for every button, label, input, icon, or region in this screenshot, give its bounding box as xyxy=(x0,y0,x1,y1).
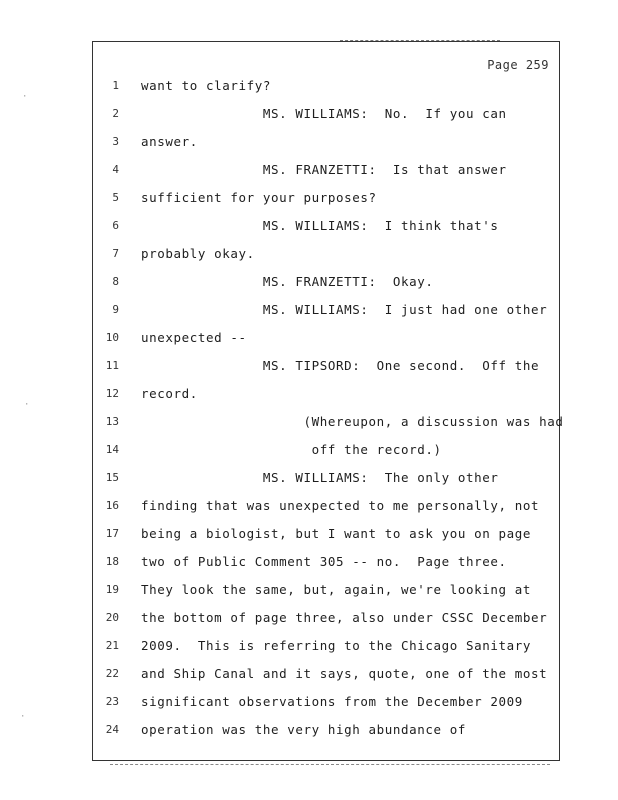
transcript-line xyxy=(93,468,561,488)
line-number: 20 xyxy=(105,611,119,624)
line-text: off the record.) xyxy=(141,442,442,457)
line-number: 1 xyxy=(112,79,119,92)
line-text: answer. xyxy=(141,134,198,149)
transcript-line xyxy=(93,244,561,264)
line-text: want to clarify? xyxy=(141,78,272,93)
line-number: 16 xyxy=(105,499,119,512)
bottom-scan-rule xyxy=(110,764,550,767)
line-text: record. xyxy=(141,386,198,401)
line-text: being a biologist, but I want to ask you on page xyxy=(141,526,532,541)
line-number: 23 xyxy=(105,695,119,708)
transcript-line xyxy=(93,300,561,320)
line-number: 13 xyxy=(105,415,119,428)
margin-mark: · xyxy=(22,92,28,102)
line-number: 6 xyxy=(112,219,119,232)
line-text: two of Public Comment 305 -- no. Page three. xyxy=(141,554,507,569)
line-text: MS. FRANZETTI: Is that answer xyxy=(141,162,507,177)
margin-mark: · xyxy=(20,712,26,722)
line-number: 17 xyxy=(105,527,119,540)
line-number: 24 xyxy=(105,723,119,736)
transcript-line xyxy=(93,160,561,180)
transcript-line xyxy=(93,524,561,544)
transcript-line xyxy=(93,720,561,740)
line-number: 14 xyxy=(105,443,119,456)
line-number: 5 xyxy=(112,191,119,204)
line-text: significant observations from the December 2009 xyxy=(141,694,523,709)
transcript-line xyxy=(93,496,561,516)
line-text: They look the same, but, again, we're looking at xyxy=(141,582,532,597)
line-number: 9 xyxy=(112,303,119,316)
line-text: and Ship Canal and it says, quote, one of the most xyxy=(141,666,548,681)
line-text: sufficient for your purposes? xyxy=(141,190,377,205)
transcript-line xyxy=(93,76,561,96)
line-number: 19 xyxy=(105,583,119,596)
margin-mark: · xyxy=(24,400,30,410)
transcript-line xyxy=(93,188,561,208)
transcript-line xyxy=(93,552,561,572)
transcript-line xyxy=(93,384,561,404)
line-text: 2009. This is referring to the Chicago Sanitary xyxy=(141,638,532,653)
line-text: MS. FRANZETTI: Okay. xyxy=(141,274,434,289)
transcript-line xyxy=(93,104,561,124)
line-number: 10 xyxy=(105,331,119,344)
transcript-line xyxy=(93,440,561,460)
transcript-line xyxy=(93,132,561,152)
transcript-line xyxy=(93,216,561,236)
line-number: 12 xyxy=(105,387,119,400)
transcript-page xyxy=(92,41,564,761)
transcript-line xyxy=(93,328,561,348)
line-number: 21 xyxy=(105,639,119,652)
line-text: MS. WILLIAMS: I think that's xyxy=(141,218,499,233)
transcript-line xyxy=(93,608,561,628)
transcript-line xyxy=(93,356,561,376)
line-number: 8 xyxy=(112,275,119,288)
line-number: 22 xyxy=(105,667,119,680)
transcript-line xyxy=(93,664,561,684)
line-number: 15 xyxy=(105,471,119,484)
line-number: 4 xyxy=(112,163,119,176)
transcript-line xyxy=(93,636,561,656)
line-text: MS. WILLIAMS: I just had one other xyxy=(141,302,548,317)
line-number: 7 xyxy=(112,247,119,260)
line-text: MS. TIPSORD: One second. Off the xyxy=(141,358,540,373)
line-number: 2 xyxy=(112,107,119,120)
line-number: 11 xyxy=(105,359,119,372)
line-text: finding that was unexpected to me personally, not xyxy=(141,498,540,513)
line-text: MS. WILLIAMS: The only other xyxy=(141,470,499,485)
line-text: unexpected -- xyxy=(141,330,247,345)
line-text: the bottom of page three, also under CSSC December xyxy=(141,610,548,625)
page-number: Page 259 xyxy=(487,58,549,72)
transcript-line xyxy=(93,412,564,432)
transcript-line xyxy=(93,272,561,292)
line-text: MS. WILLIAMS: No. If you can xyxy=(141,106,507,121)
line-number: 3 xyxy=(112,135,119,148)
transcript-line xyxy=(93,692,561,712)
line-text: operation was the very high abundance of xyxy=(141,722,467,737)
line-text: probably okay. xyxy=(141,246,255,261)
line-number: 18 xyxy=(105,555,119,568)
transcript-line xyxy=(93,580,561,600)
line-text: (Whereupon, a discussion was had xyxy=(141,414,564,429)
